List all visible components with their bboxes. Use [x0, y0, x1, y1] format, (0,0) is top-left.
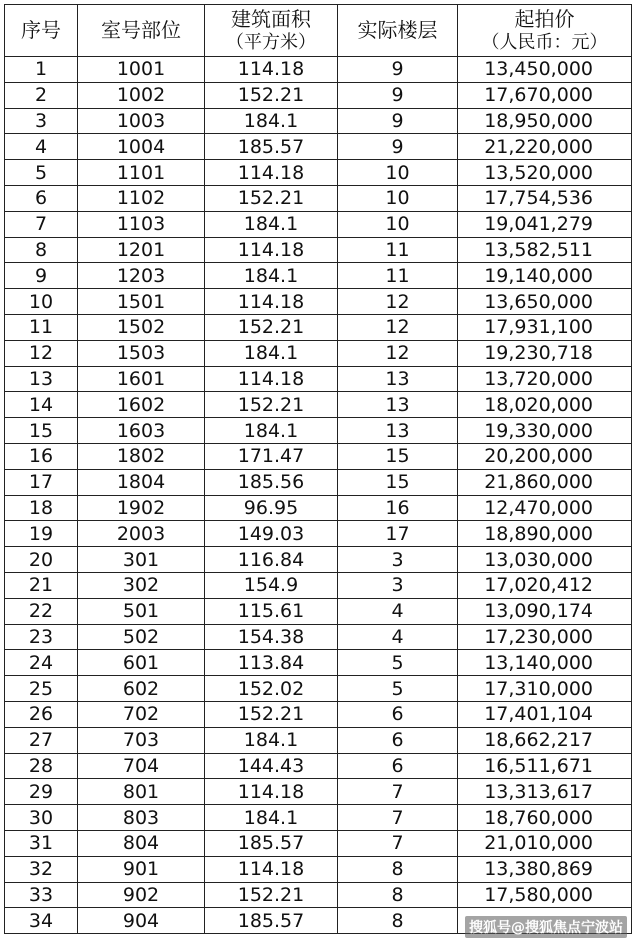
table-row [5, 624, 632, 650]
cell-room: 703 [78, 727, 205, 753]
table-row [5, 392, 632, 418]
cell-price: 21,010,000 [458, 830, 632, 856]
cell-index: 4 [5, 134, 78, 160]
cell-index: 2 [5, 82, 78, 108]
cell-floor: 11 [338, 237, 458, 263]
cell-room: 704 [78, 753, 205, 779]
cell-price: 13,313,617 [458, 779, 632, 805]
cell-area: 113.84 [205, 650, 338, 676]
cell-floor: 12 [338, 340, 458, 366]
table-row [5, 263, 632, 289]
cell-floor: 8 [338, 856, 458, 882]
table-row [5, 598, 632, 624]
cell-room: 1103 [78, 211, 205, 237]
cell-price: 19,140,000 [458, 263, 632, 289]
cell-floor: 3 [338, 547, 458, 573]
cell-room: 1804 [78, 469, 205, 495]
cell-room: 1201 [78, 237, 205, 263]
cell-floor: 17 [338, 521, 458, 547]
header-area-unit: （平方米） [226, 31, 316, 53]
cell-price: 19,041,279 [458, 211, 632, 237]
cell-floor: 6 [338, 727, 458, 753]
cell-price: 17,310,000 [458, 676, 632, 702]
cell-index: 19 [5, 521, 78, 547]
cell-index: 34 [5, 908, 78, 934]
cell-room: 1602 [78, 392, 205, 418]
cell-room: 803 [78, 805, 205, 831]
header-floor: 实际楼层 [338, 5, 458, 57]
cell-room: 1503 [78, 340, 205, 366]
watermark: 搜狐号@搜狐焦点宁波站 [465, 916, 627, 938]
header-price-title: 起拍价 [514, 6, 575, 31]
cell-floor: 13 [338, 418, 458, 444]
header-row [5, 5, 632, 57]
cell-index: 33 [5, 882, 78, 908]
table-body [5, 57, 632, 934]
cell-room: 2003 [78, 521, 205, 547]
cell-price: 13,090,174 [458, 598, 632, 624]
cell-index: 18 [5, 495, 78, 521]
cell-price: 19,230,718 [458, 340, 632, 366]
cell-room: 501 [78, 598, 205, 624]
table-row [5, 366, 632, 392]
table-row [5, 211, 632, 237]
table-row [5, 314, 632, 340]
cell-area: 152.21 [205, 392, 338, 418]
cell-price: 17,931,100 [458, 314, 632, 340]
cell-area: 152.21 [205, 82, 338, 108]
cell-room: 1203 [78, 263, 205, 289]
cell-floor: 4 [338, 598, 458, 624]
cell-index: 21 [5, 572, 78, 598]
cell-room: 502 [78, 624, 205, 650]
cell-price: 17,401,104 [458, 701, 632, 727]
table-row [5, 237, 632, 263]
cell-index: 29 [5, 779, 78, 805]
cell-price: 16,511,671 [458, 753, 632, 779]
cell-room: 601 [78, 650, 205, 676]
table-row [5, 108, 632, 134]
cell-area: 114.18 [205, 289, 338, 315]
table-row [5, 289, 632, 315]
cell-area: 184.1 [205, 108, 338, 134]
table-header [5, 5, 632, 57]
table-row [5, 160, 632, 186]
cell-area: 185.56 [205, 469, 338, 495]
cell-room: 301 [78, 547, 205, 573]
table-row [5, 572, 632, 598]
cell-area: 185.57 [205, 830, 338, 856]
cell-floor: 5 [338, 676, 458, 702]
cell-room: 602 [78, 676, 205, 702]
cell-price: 18,662,217 [458, 727, 632, 753]
table-row [5, 701, 632, 727]
cell-price: 17,230,000 [458, 624, 632, 650]
table-row [5, 650, 632, 676]
cell-room: 1601 [78, 366, 205, 392]
cell-room: 801 [78, 779, 205, 805]
cell-area: 185.57 [205, 134, 338, 160]
cell-floor: 12 [338, 289, 458, 315]
cell-price: 18,950,000 [458, 108, 632, 134]
cell-area: 114.18 [205, 779, 338, 805]
cell-index: 9 [5, 263, 78, 289]
cell-price: 17,020,412 [458, 572, 632, 598]
cell-index: 3 [5, 108, 78, 134]
table-row [5, 469, 632, 495]
cell-index: 11 [5, 314, 78, 340]
cell-floor: 10 [338, 185, 458, 211]
table-row [5, 185, 632, 211]
cell-index: 25 [5, 676, 78, 702]
cell-area: 114.18 [205, 366, 338, 392]
cell-area: 114.18 [205, 57, 338, 83]
cell-floor: 9 [338, 82, 458, 108]
cell-index: 23 [5, 624, 78, 650]
cell-area: 152.02 [205, 676, 338, 702]
cell-room: 902 [78, 882, 205, 908]
cell-index: 8 [5, 237, 78, 263]
cell-floor: 8 [338, 908, 458, 934]
table-row [5, 882, 632, 908]
cell-area: 184.1 [205, 340, 338, 366]
table-row [5, 418, 632, 444]
cell-area: 116.84 [205, 547, 338, 573]
cell-price: 17,580,000 [458, 882, 632, 908]
cell-area: 185.57 [205, 908, 338, 934]
cell-index: 26 [5, 701, 78, 727]
cell-room: 804 [78, 830, 205, 856]
cell-area: 154.9 [205, 572, 338, 598]
cell-floor: 8 [338, 882, 458, 908]
cell-price: 13,140,000 [458, 650, 632, 676]
cell-area: 152.21 [205, 314, 338, 340]
cell-floor: 12 [338, 314, 458, 340]
cell-price: 13,582,511 [458, 237, 632, 263]
cell-floor: 11 [338, 263, 458, 289]
table-row [5, 57, 632, 83]
cell-room: 904 [78, 908, 205, 934]
table-row [5, 82, 632, 108]
cell-floor: 3 [338, 572, 458, 598]
table-row [5, 547, 632, 573]
cell-area: 152.21 [205, 882, 338, 908]
header-room: 室号部位 [78, 5, 205, 57]
cell-floor: 9 [338, 108, 458, 134]
cell-index: 5 [5, 160, 78, 186]
cell-area: 152.21 [205, 701, 338, 727]
cell-floor: 15 [338, 469, 458, 495]
cell-floor: 10 [338, 211, 458, 237]
cell-room: 1802 [78, 443, 205, 469]
cell-room: 1502 [78, 314, 205, 340]
cell-room: 1101 [78, 160, 205, 186]
cell-index: 6 [5, 185, 78, 211]
header-area-title: 建筑面积 [231, 6, 311, 31]
cell-area: 152.21 [205, 185, 338, 211]
cell-price: 20,200,000 [458, 443, 632, 469]
cell-price: 13,650,000 [458, 289, 632, 315]
table-row [5, 443, 632, 469]
header-area [205, 5, 338, 57]
table-row [5, 753, 632, 779]
table-row [5, 521, 632, 547]
cell-floor: 6 [338, 701, 458, 727]
cell-area: 149.03 [205, 521, 338, 547]
header-price-unit: （人民币：元） [481, 31, 608, 53]
cell-area: 154.38 [205, 624, 338, 650]
cell-price: 12,470,000 [458, 495, 632, 521]
cell-price: 13,380,869 [458, 856, 632, 882]
cell-room: 1102 [78, 185, 205, 211]
table-row [5, 779, 632, 805]
cell-area: 114.18 [205, 160, 338, 186]
cell-room: 1004 [78, 134, 205, 160]
cell-price: 13,720,000 [458, 366, 632, 392]
cell-area: 115.61 [205, 598, 338, 624]
cell-index: 16 [5, 443, 78, 469]
cell-room: 1501 [78, 289, 205, 315]
cell-area: 171.47 [205, 443, 338, 469]
cell-price: 17,670,000 [458, 82, 632, 108]
cell-index: 24 [5, 650, 78, 676]
cell-price: 13,520,000 [458, 160, 632, 186]
cell-floor: 5 [338, 650, 458, 676]
cell-floor: 4 [338, 624, 458, 650]
cell-price: 21,860,000 [458, 469, 632, 495]
cell-index: 20 [5, 547, 78, 573]
cell-index: 13 [5, 366, 78, 392]
cell-floor: 15 [338, 443, 458, 469]
cell-price: 17,754,536 [458, 185, 632, 211]
header-index: 序号 [5, 5, 78, 57]
cell-floor: 13 [338, 392, 458, 418]
cell-index: 10 [5, 289, 78, 315]
cell-index: 15 [5, 418, 78, 444]
cell-index: 7 [5, 211, 78, 237]
header-price [458, 5, 632, 57]
cell-floor: 7 [338, 779, 458, 805]
cell-room: 1902 [78, 495, 205, 521]
cell-room: 1002 [78, 82, 205, 108]
cell-index: 17 [5, 469, 78, 495]
cell-index: 14 [5, 392, 78, 418]
table-row [5, 676, 632, 702]
cell-price: 18,020,000 [458, 392, 632, 418]
cell-area: 96.95 [205, 495, 338, 521]
cell-area: 144.43 [205, 753, 338, 779]
table-row [5, 134, 632, 160]
cell-floor: 7 [338, 830, 458, 856]
cell-room: 1003 [78, 108, 205, 134]
cell-room: 1001 [78, 57, 205, 83]
table-row [5, 830, 632, 856]
cell-room: 702 [78, 701, 205, 727]
cell-floor: 6 [338, 753, 458, 779]
cell-area: 184.1 [205, 727, 338, 753]
cell-area: 184.1 [205, 263, 338, 289]
cell-room: 1603 [78, 418, 205, 444]
table-row [5, 495, 632, 521]
auction-price-table [4, 4, 632, 934]
cell-floor: 9 [338, 134, 458, 160]
cell-area: 184.1 [205, 211, 338, 237]
table-row [5, 340, 632, 366]
cell-room: 901 [78, 856, 205, 882]
cell-price: 21,220,000 [458, 134, 632, 160]
cell-price: 18,890,000 [458, 521, 632, 547]
table-row [5, 805, 632, 831]
cell-price: 13,450,000 [458, 57, 632, 83]
cell-index: 28 [5, 753, 78, 779]
cell-floor: 10 [338, 160, 458, 186]
cell-index: 1 [5, 57, 78, 83]
cell-index: 32 [5, 856, 78, 882]
cell-price: 19,330,000 [458, 418, 632, 444]
cell-area: 114.18 [205, 856, 338, 882]
cell-area: 184.1 [205, 418, 338, 444]
cell-floor: 13 [338, 366, 458, 392]
cell-price: 13,030,000 [458, 547, 632, 573]
cell-floor: 9 [338, 57, 458, 83]
cell-price: 18,760,000 [458, 805, 632, 831]
table-row [5, 856, 632, 882]
cell-area: 184.1 [205, 805, 338, 831]
cell-index: 31 [5, 830, 78, 856]
cell-floor: 16 [338, 495, 458, 521]
cell-index: 30 [5, 805, 78, 831]
cell-room: 302 [78, 572, 205, 598]
cell-index: 22 [5, 598, 78, 624]
table-row [5, 727, 632, 753]
cell-floor: 7 [338, 805, 458, 831]
cell-index: 12 [5, 340, 78, 366]
cell-area: 114.18 [205, 237, 338, 263]
cell-index: 27 [5, 727, 78, 753]
